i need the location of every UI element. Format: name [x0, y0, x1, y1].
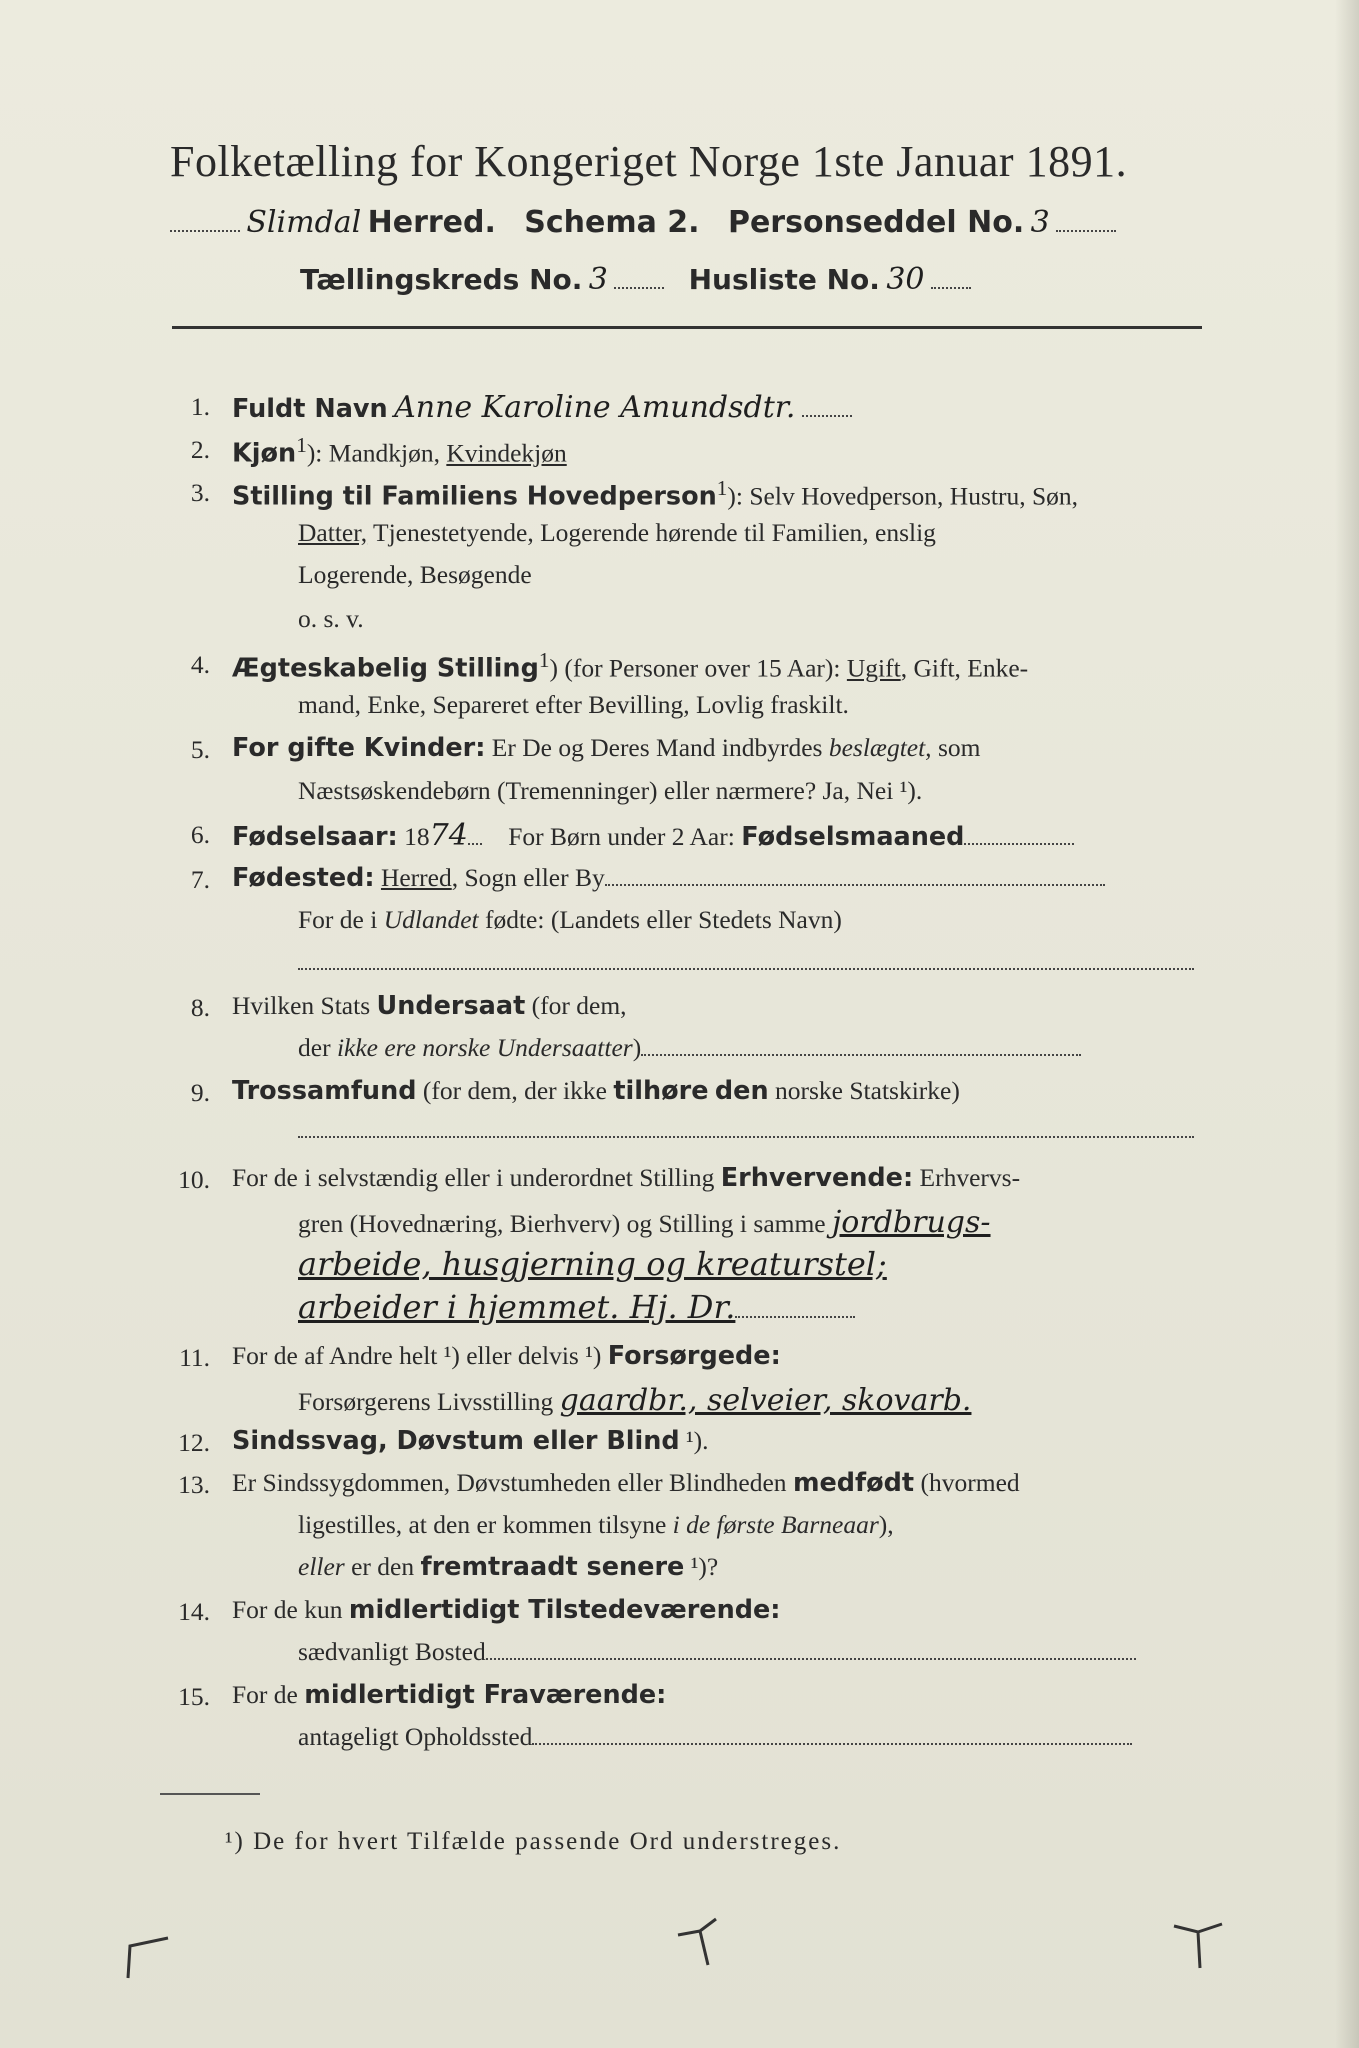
disability-label: Sindssvag, Døvstum eller Blind	[232, 1426, 680, 1456]
occupation-label: Erhvervende:	[720, 1163, 914, 1193]
corner-mark	[118, 1928, 178, 1988]
item-10-line4	[298, 1288, 855, 1326]
temporary-absent-text: For de	[232, 1680, 305, 1709]
sex-selected: Kvindekjøn	[446, 438, 567, 468]
family-position-options: Tjenestetyende, Logerende hørende til Familien, enslig	[367, 518, 936, 547]
usual-residence-label: sædvanligt Bosted	[298, 1637, 486, 1666]
item-15-line1	[232, 1680, 666, 1710]
husliste-label: Husliste No.	[688, 263, 880, 296]
married-women-text: beslægtet,	[828, 733, 932, 762]
item-4-line1	[232, 648, 1028, 684]
item-number: 14.	[178, 1597, 210, 1626]
religion-text: den	[714, 1076, 769, 1106]
item-number: 3.	[190, 478, 210, 507]
husliste-value: 30	[886, 262, 925, 297]
item-number: 4.	[190, 650, 210, 679]
taellingskreds-value: 3	[588, 262, 608, 297]
taellingskreds-label: Tællingskreds No.	[300, 263, 583, 296]
congenital-text: ),	[878, 1510, 894, 1539]
header-herred-line	[170, 205, 1116, 240]
sex-options: ): Mandkjøn,	[306, 438, 447, 468]
congenital-text: er den	[344, 1552, 421, 1581]
congenital-text: (hvormed	[914, 1468, 1020, 1497]
item-6-line	[232, 818, 1074, 853]
item-10-line2	[298, 1205, 991, 1240]
birth-month-label: Fødselsmaaned	[741, 822, 965, 852]
item-11-line2	[298, 1383, 971, 1418]
married-women-text: som	[931, 733, 981, 762]
religion-text: (for dem, der ikke	[416, 1076, 614, 1105]
supported-label: Forsørgede:	[607, 1341, 781, 1371]
personseddel-value: 3	[1030, 205, 1050, 240]
item-number: 15.	[178, 1682, 210, 1711]
disability-text: ¹).	[679, 1426, 709, 1455]
footnote-ref: 1	[296, 433, 307, 457]
occupation-value: arbeider i hjemmet. Hj. Dr.	[298, 1288, 736, 1326]
family-position-options: o. s. v.	[298, 604, 364, 633]
occupation-text: For de i selvstændig eller i underordnet Stilling	[232, 1163, 721, 1192]
corner-mark	[1168, 1918, 1228, 1978]
item-number: 12.	[178, 1428, 210, 1457]
citizenship-text: ikke ere norske Undersaatter	[336, 1033, 633, 1062]
herred-value: Slimdal	[246, 205, 362, 240]
provider-label: Forsørgerens Livsstilling	[298, 1387, 554, 1416]
item-number: 5.	[190, 735, 210, 764]
item-13-line2	[298, 1510, 894, 1540]
item-11-line1	[232, 1341, 781, 1371]
item-number: 8.	[190, 993, 210, 1022]
footnote-divider	[160, 1793, 260, 1795]
item-8-line1	[232, 991, 627, 1021]
item-7-line1	[232, 863, 1105, 893]
personseddel-label: Personseddel No.	[727, 205, 1025, 240]
later-onset-label: fremtraadt senere	[420, 1552, 685, 1582]
occupation-text: gren (Hovednæring, Bierhverv) og Stilling i samme	[298, 1209, 826, 1238]
temporary-absent-label: midlertidigt Fraværende:	[304, 1680, 667, 1710]
item-1-line	[232, 390, 852, 425]
item-number: 13.	[178, 1470, 210, 1499]
congenital-text: Er Sindssygdommen, Døvstumheden eller Blindheden	[232, 1468, 793, 1497]
citizenship-text: der	[298, 1033, 337, 1062]
item-number: 6.	[190, 820, 210, 849]
marital-options: mand, Enke, Separeret efter Bevilling, Lovlig fraskilt.	[298, 690, 849, 719]
congenital-label: medfødt	[792, 1468, 915, 1498]
congenital-text: ¹)?	[684, 1552, 719, 1581]
birth-month-note: For Børn under 2 Aar:	[508, 822, 735, 851]
occupation-text: Erhvervs-	[913, 1163, 1021, 1192]
footnote-ref: 1	[538, 648, 550, 672]
congenital-text: ligestilles, at den er kommen tilsyne	[298, 1510, 673, 1539]
marital-status-label: Ægteskabelig Stilling	[232, 653, 539, 684]
marital-note: ) (for Personer over 15 Aar):	[549, 653, 847, 683]
item-15-line2	[298, 1722, 1132, 1752]
married-women-label: For gifte Kvinder:	[232, 733, 486, 763]
item-14-line2	[298, 1637, 1136, 1667]
probable-residence-label: antageligt Opholdssted	[298, 1722, 533, 1751]
abroad-note: For de i	[298, 905, 384, 934]
footnote-ref: 1	[716, 476, 728, 500]
full-name-value: Anne Karoline Amundsdtr.	[394, 390, 796, 425]
item-3-line1	[232, 476, 1078, 512]
birth-year-value: 74	[429, 818, 468, 853]
item-2-line	[232, 433, 567, 469]
family-position-options: Logerende, Besøgende	[298, 560, 532, 589]
blank-answer-line	[298, 1135, 1194, 1138]
family-position-label: Stilling til Familiens Hovedperson	[232, 481, 717, 512]
supported-text: For de af Andre helt ¹) eller delvis ¹)	[232, 1341, 608, 1370]
married-women-text: Er De og Deres Mand indbyrdes	[485, 733, 829, 762]
item-7-line2	[298, 905, 842, 935]
item-9-line	[232, 1076, 960, 1106]
religion-text: tilhøre	[613, 1076, 709, 1106]
provider-value: gaardbr., selveier, skovarb.	[559, 1383, 972, 1418]
item-13-line1	[232, 1468, 1020, 1498]
temporary-present-text: For de kun	[232, 1595, 349, 1624]
marital-options: , Gift, Enke-	[900, 653, 1029, 683]
item-number: 7.	[190, 865, 210, 894]
citizenship-label: Undersaat	[376, 991, 526, 1021]
marital-selected: Ugift	[846, 653, 901, 683]
item-8-line2	[298, 1033, 1081, 1063]
blank-answer-line	[298, 967, 1194, 970]
item-number: 2.	[190, 435, 210, 464]
occupation-value: arbeide, husgjerning og kreaturstel;	[298, 1245, 887, 1283]
birthplace-options: , Sogn eller By	[451, 863, 605, 892]
herred-label: Herred.	[367, 205, 496, 240]
family-position-selected: Datter,	[298, 518, 368, 547]
item-13-line3	[298, 1552, 718, 1582]
birthplace-selected: Herred	[380, 863, 452, 892]
item-5-line1	[232, 733, 980, 763]
citizenship-text: (for dem,	[525, 991, 627, 1020]
religion-text: norske Statskirke)	[768, 1076, 960, 1105]
item-number: 1.	[190, 392, 210, 421]
corner-mark	[670, 1915, 730, 1975]
item-14-line1	[232, 1595, 781, 1625]
header-kreds-line	[300, 262, 971, 297]
item-number: 10.	[178, 1165, 210, 1194]
schema-label: Schema 2.	[524, 205, 700, 240]
citizenship-text: )	[632, 1033, 642, 1062]
item-number: 9.	[190, 1078, 210, 1107]
form-title: Folketælling for Kongeriget Norge 1ste Januar 1891.	[170, 137, 1128, 186]
item-number: 11.	[179, 1343, 210, 1372]
abroad-note: Udlandet	[383, 905, 479, 934]
citizenship-text: Hvilken Stats	[232, 991, 377, 1020]
item-10-line1	[232, 1163, 1020, 1193]
family-position-options: ): Selv Hovedperson, Hustru, Søn,	[727, 481, 1079, 511]
item-3-line2	[298, 518, 936, 548]
married-women-text: Næstsøskendebørn (Tremenninger) eller nærmere? Ja, Nei ¹).	[298, 776, 923, 805]
item-12-line	[232, 1426, 709, 1456]
religion-label: Trossamfund	[232, 1076, 417, 1106]
birth-year-label: Fødselsaar:	[232, 822, 398, 852]
birth-year-prefix: 18	[404, 822, 430, 851]
congenital-text: i de første Barneaar	[672, 1510, 879, 1539]
congenital-text: eller	[298, 1552, 345, 1581]
birthplace-label: Fødested:	[232, 863, 375, 893]
temporary-present-label: midlertidigt Tilstedeværende:	[348, 1595, 781, 1625]
sex-label: Kjøn	[232, 438, 297, 469]
abroad-note: fødte: (Landets eller Stedets Navn)	[478, 905, 842, 934]
footnote: ¹) De for hvert Tilfælde passende Ord understreges.	[225, 1828, 842, 1855]
occupation-value: jordbrugs-	[832, 1205, 991, 1240]
full-name-label: Fuldt Navn	[232, 394, 388, 424]
page-edge-shadow	[1335, 0, 1359, 2048]
header-divider	[172, 326, 1202, 329]
